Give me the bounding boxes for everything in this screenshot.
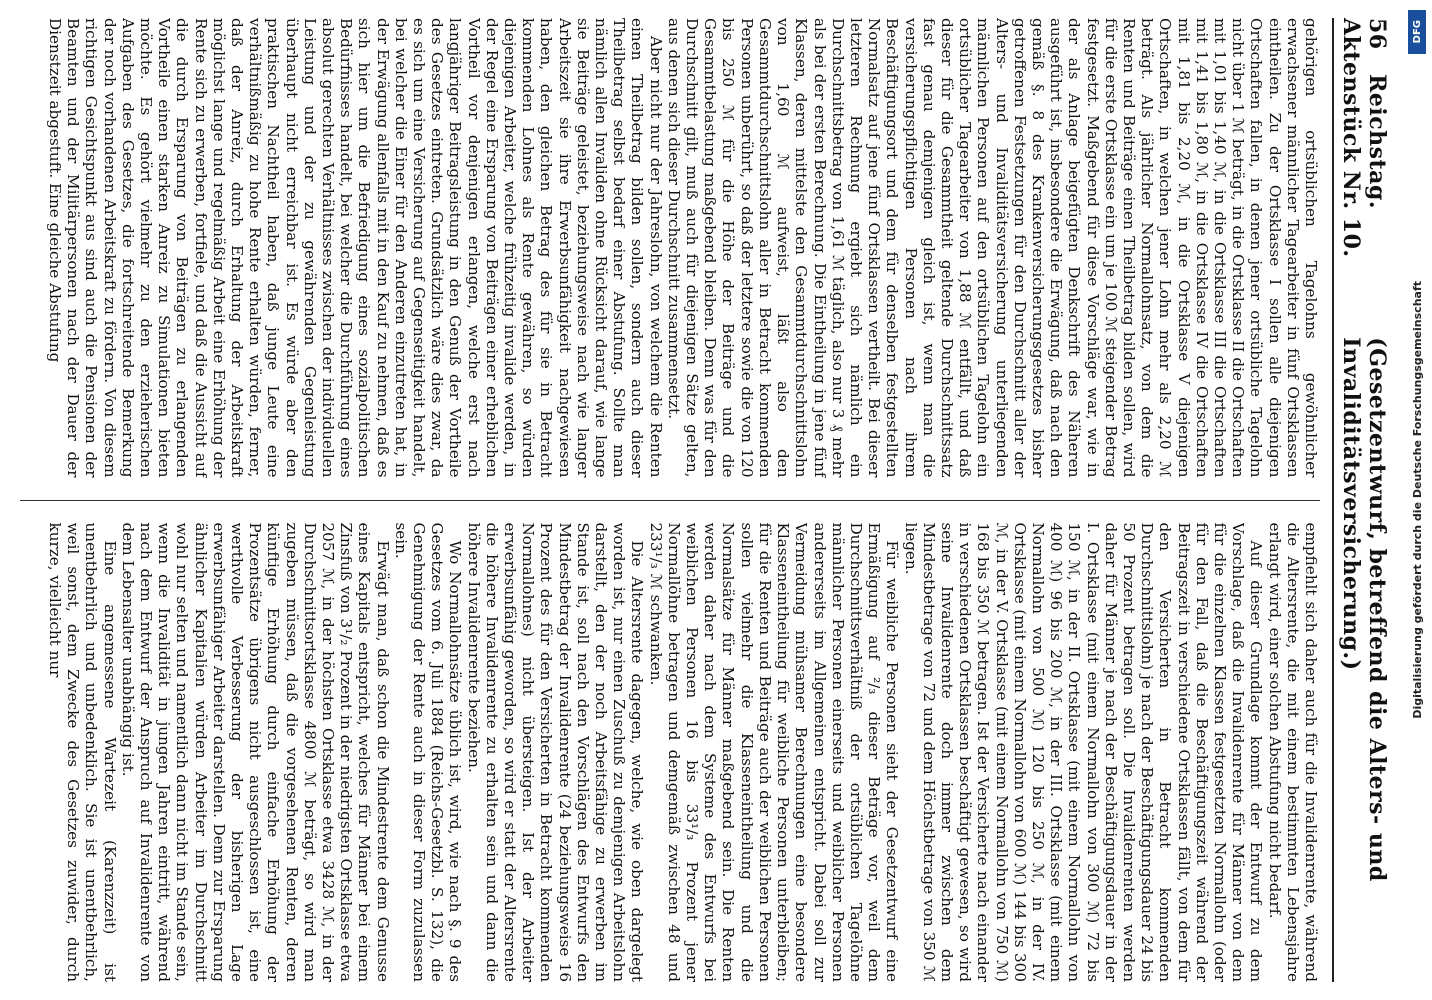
paragraph: Wo Normallohnsätze üblich ist, wird, wie nach §. 9 des Gesetzes vom 6. Juli 1884 (Reichs-Gesetzbl. S. 132), die Genehmigung der Rente auch in dieser Form zuzulassen sein. bbox=[391, 522, 465, 982]
digitization-credit bbox=[1406, 0, 1428, 1000]
paragraph: Auf dieser Grundlage kommt der Entwurf zu dem Vorschlage, daß die Invalidenrente für Männer von dem für die einzelnen Klassen festgesetzten Normallohn (oder für den Fall, daß die Beschäftigungszeit während der Beitragszeit in verschiedene Ortsklassen fällt, von dem für den Versicherten in Betracht kommenden Durchschnittslohn) je nach der Beschäftigungsdauer 24 bis 50 Prozent betragen soll. Die Invalidenrenten werden daher für Männer je nach der Beschäftigungsdauer in der I. Ortsklasse (mit einem Normallohn von 300 ℳ) 72 bis 150 ℳ, in der II. Ortsklasse (mit einem Normallohn von 400 ℳ) 96 bis 200 ℳ, in der III. Ortsklasse (mit einem Normallohn von 500 ℳ) 120 bis 250 ℳ, in der IV. Ortsklasse (mit einem Normallohn von 600 ℳ) 144 bis 300 ℳ, in der V. Ortsklasse (mit einem Normallohn von 750 ℳ) 168 bis 350 ℳ betragen. Ist der Versicherte nach einander in verschiedenen Ortsklassen beschäftigt gewesen, so wird seine Invalidenrente doch immer zwischen dem Mindestbetrage von 72 und dem Höchstbetrage von 350 ℳ liegen. bbox=[901, 522, 1266, 982]
paragraph: Aber nicht nur der Jahreslohn, von welchem die Renten einen Theilbetrag bilden sollen, sondern auch dieser Theilbetrag selbst bedarf einer Abstufung. Sollte man nämlich allen Invaliden ohne Rücksicht darauf, wie lange sie Beiträge geleistet, beziehungsweise nach wie langer Arbeitszeit sie ihre Erwerbsunfähigkeit nachgewiesen haben, den gleichen Betrag des für sie in Betracht kommenden Lohnes als Rente gewähren, so würden diejenigen Arbeiter, welche frühzeitig invalide werden, in der Regel eine Ersparung von Beiträgen einer erheblichen Vortheil vor denjenigen erlangen, welche erst nach langjähriger Beitragsleistung in den Genuß der Vortheile des Gesetzes eintreten. Grundsätzlich wäre dies zwar, da es sich um eine Versicherung auf Gegenseitigkeit handelt, bei welcher die Einer für den Anderen einzutreten hat, in der Erwägung allenfalls mit in den Kauf zu nehmen, daß es sich hier um die Befriedigung eines sozialpolitischen Bedürfnisses handelt, bei welcher die Durchführung eines absolut gerechten Verhältnisses zwischen der individuellen Leistung und der zu gewährenden Gegenleistung überhaupt nicht erreichbar ist. Es würde aber den praktischen Nachtheil haben, daß junge Leute eine verhältnißmäßig zu hohe Rente erhalten würden, ferner, daß der Anreiz, durch Erhaltung der Arbeitskraft möglichst lange und regelmäßig Arbeit eine Erhöhung der Rente sich zu erwerben, fortfiele, und daß die Aussicht auf die durch Ersparung von Beiträgen zu erlangenden Vortheile einen starken Anreiz zu Simulationen bieten möchte. Es gehört vielmehr zu den erzieherischen Aufgaben des Gesetzes, die fortschreitende Bemerkung der noch vorhandenen Arbeitskraft zu fördern. Von diesem richtigen Gesichtspunkt aus sind auch die Pensionen der Beamten und der Militärpersonen nach der Dauer der Dienstzeit abgestuft. Eine gleiche Abstufung bbox=[45, 18, 665, 478]
paragraph: Eine angemessene Wartezeit (Karenzzeit) ist unentbehrlich und unbedenklich. Sie ist unentbehrlich, weil sonst, dem Zwecke des Gesetzes zuwider, durch kurze, vielleicht nur bbox=[45, 522, 119, 982]
running-head bbox=[1332, 18, 1390, 982]
document-title: Reichstag. Aktenstück Nr. 10. bbox=[1338, 18, 1390, 258]
column-left bbox=[20, 18, 1320, 478]
credit-text: Digitalisierung gefördert durch die Deutsche Forschungsgemeinschaft bbox=[1410, 281, 1424, 719]
paragraph: gehörigen ortsüblichen Tagelohns gewöhnlicher erwachsener männlicher Tagearbeiter in fünf Ortsklassen eintheilen. Zu der Ortsklasse I sollen alle diejenigen Ortschaften fallen, in denen jener ortsübliche Tagelohn nicht über 1 ℳ beträgt, in die Ortsklasse II die Ortschaften mit 1,01 bis 1,40 ℳ, in die Ortsklasse III die Ortschaften mit 1,41 bis 1,80 ℳ, in die Ortsklasse IV die Ortschaften mit 1,81 bis 2,20 ℳ, in die Ortsklasse V diejenigen Ortschaften, in welchen jener Lohn mehr als 2,20 ℳ beträgt. Als jährlicher Normallohnsatz, von dem die Renten und Beiträge einen Theilbetrag bilden sollen, wird für die erste Ortsklasse ein um je 100 ℳ steigender Betrag festgesetzt. Maßgebend für diese Vorschläge war, wie in der als Anlage beigefügten Denkschrift des Näheren ausgeführt ist, insbesondere die Erwägung, daß nach den gemäß §. 8 des Krankenversicherungsgesetzes bisher getroffenen Festsetzungen für den Durchschnitt aller der Alters- und Invaliditätsversicherung unterliegenden männlichen Personen auf den ortsüblichen Tagelohn ein ortsüblicher Tagearbeiter von 1,88 ℳ entfällt, und daß dieser für die Gesammtheit geltende Durchschnittssatz fast genau demjenigen gleich ist, wenn man die versicherungspflichtigen Personen nach ihrem Beschäftigungsort und dem für denselben festgestellten Normalsatz auf jene fünf Ortsklassen vertheilt. Bei dieser letzteren Rechnung ergiebt sich nämlich ein Durchschnittsbetrag von 1,61 ℳ täglich, also nur 3 ₰ mehr als bei der ersten Berechnung. Die Eintheilung in jene fünf Klassen, deren mittelste den Gesammtdurchschnittslohn von 1,60 ℳ aufweist, läßt also den Gesammtdurchschnittslohn aller in Betracht kommenden Personen unberührt, so daß der letztere sowie die von 120 bis 250 ℳ für die Höhe der Beiträge und die Gesammtbelastung maßgebend bleiben. Denn was für den Durchschnitt gilt, muß auch für diejenigen Sätze gelten, aus denen sich dieser Durchschnitt zusammensetzt. bbox=[664, 18, 1320, 478]
running-head-left bbox=[1338, 18, 1390, 337]
page-number: 56 bbox=[1364, 18, 1390, 50]
column-divider bbox=[20, 500, 1320, 501]
column-right bbox=[20, 523, 1320, 983]
paragraph: empfiehlt sich daher auch für die Invalidenrente, während die Altersrente, die mit einem bestimmten Lebensjahre erlangt wird, einer solchen Abstufung nicht bedarf. bbox=[1265, 522, 1320, 982]
paragraph: Für weibliche Personen sieht der Gesetzentwurf eine Ermäßigung auf ²/₃ dieser Beträge vor, weil dem Durchschnittsverhältniß der ortsüblichen Tagelöhne männlicher Personen einerseits und weiblicher Personen andererseits im Allgemeinen entspricht. Dabei soll zur Vermeidung mühsamer Berechnungen eine besondere Klasseneintheilung für weibliche Personen unterbleiben; für die Renten und Beiträge auch der weiblichen Personen sollen vielmehr die Klasseneintheilung und die Normalsätze für Männer maßgebend sein. Die Renten werden daher nach dem Systeme des Entwurfs bei weiblichen Personen 16 bis 33¹/₃ Prozent jener Normallöhne betragen und demgemäß zwischen 48 und 233¹/₃ ℳ schwanken. bbox=[646, 522, 902, 982]
text-columns bbox=[20, 18, 1320, 982]
paragraph: Erwägt man, daß schon die Mindestrente dem Genusse eines Kapitals entspricht, welches für Männer bei einem Zinsfuß von 3¹/₂ Prozent in der niedrigsten Ortsklasse etwa 2057 ℳ, in der höchsten Ortsklasse etwa 3428 ℳ, in der Durchschnittsortsklasse 4800 ℳ beträgt, so wird man zugeben müssen, daß die vorgesehenen Renten, deren künftige Erhöhung durch einfache Erhöhung der Prozentsätze übrigens nicht ausgeschlossen ist, eine werthvolle Verbesserung der bisherigen Lage erwerbsunfähiger Arbeiter darstellen. Denn zur Ersparung ähnlicher Kapitalien würden Arbeiter im Durchschnitt wohl nur selten und namentlich dann nicht im Stande sein, wenn die Invalidität in jungen Jahren eintritt, während nach dem Entwurf der Anspruch auf Invalidenrente von dem Lebensalter unabhängig ist. bbox=[118, 522, 392, 982]
dfg-logo-text: DFG bbox=[1411, 20, 1423, 44]
document-subtitle: (Gesetzentwurf, betreffend die Alters- und Invaliditätsversicherung.) bbox=[1338, 337, 1390, 882]
paragraph: Die Altersrente dagegen, welche, wie oben dargelegt worden ist, nur einen Zuschuß zu demjenigen Arbeitslohn darstellt, den der noch Arbeitsfähige zu erwerben im Stande ist, soll nach den Vorschlägen des Entwurfs den Mindestbetrag der Invalidenrente (24 beziehungsweise 16 Prozent des für den Versicherten in Betracht kommenden Normallohnes) nicht übersteigen. Ist der Arbeiter erwerbsunfähig geworden, so wird er statt der Altersrente die höhere Invalidenrente zu erhalten sein und dann die höhere Invalidenrente beziehen. bbox=[464, 522, 647, 982]
